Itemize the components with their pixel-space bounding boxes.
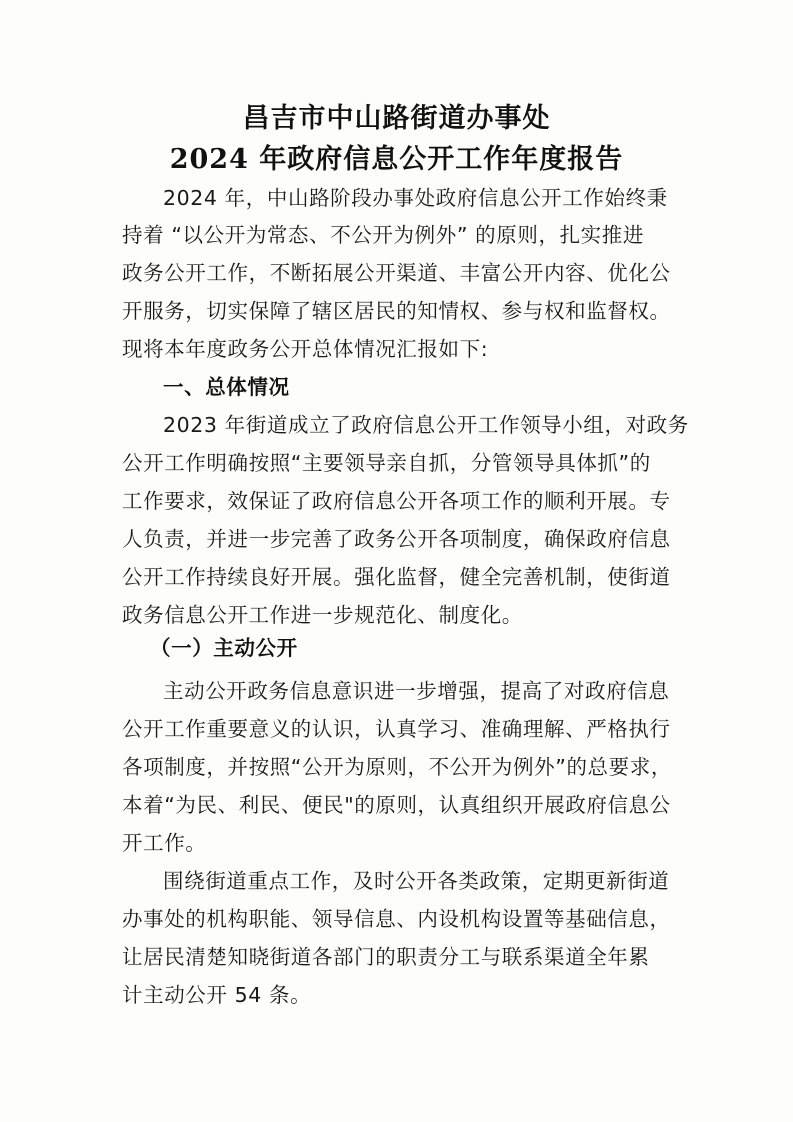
paragraph-line: 计主动公开 54 条。 [122,983,312,1007]
paragraph-line: 公开工作持续良好开展。强化监督，健全完善机制，使街道 [122,565,671,589]
paragraph-line: 政务信息公开工作进一步规范化、制度化。 [122,603,523,627]
intro-line: 政务公开工作，不断拓展公开渠道、丰富公开内容、优化公 [122,261,671,285]
intro-line: 开服务，切实保障了辖区居民的知情权、参与权和监督权。 [122,299,671,323]
intro-line: 持着 “以公开为常态、不公开为例外” 的原则，扎实推进 [122,223,644,247]
paragraph-line: 本着“为民、利民、便民"的原则，认真组织开展政府信息公 [122,793,671,817]
paragraph-line: 围绕街道重点工作，及时公开各类政策，定期更新街道 [163,869,670,893]
subsection-heading-proactive: （一）主动公开 [150,636,298,660]
document-title-line-1: 昌吉市中山路街道办事处 [242,103,551,134]
paragraph-line: 公开工作重要意义的认识，认真学习、准确理解、严格执行 [122,717,671,741]
paragraph-line: 公开工作明确按照“主要领导亲自抓，分管领导具体抓”的 [122,451,651,475]
intro-line: 现将本年度政务公开总体情况汇报如下: [122,337,489,361]
paragraph-line: 办事处的机构职能、领导信息、内设机构设置等基础信息， [122,907,671,931]
paragraph-line: 各项制度，并按照“公开为原则，不公开为例外”的总要求， [122,755,672,779]
paragraph-line: 主动公开政务信息意识进一步增强，提高了对政府信息 [163,679,670,703]
paragraph-line: 人负责，并进一步完善了政务公开各项制度，确保政府信息 [122,527,671,551]
paragraph-line: 2023 年街道成立了政府信息公开工作领导小组，对政务 [163,413,689,437]
document-title-line-2: 2024 年政府信息公开工作年度报告 [169,144,624,175]
paragraph-line: 工作要求，效保证了政府信息公开各项工作的顺利开展。专 [122,489,671,513]
intro-line: 2024 年，中山路阶段办事处政府信息公开工作始终秉 [163,186,668,210]
section-heading-overview: 一、总体情况 [163,375,290,399]
paragraph-line: 开工作。 [122,831,207,855]
paragraph-line: 让居民清楚知晓街道各部门的职责分工与联系渠道全年累 [122,945,650,969]
